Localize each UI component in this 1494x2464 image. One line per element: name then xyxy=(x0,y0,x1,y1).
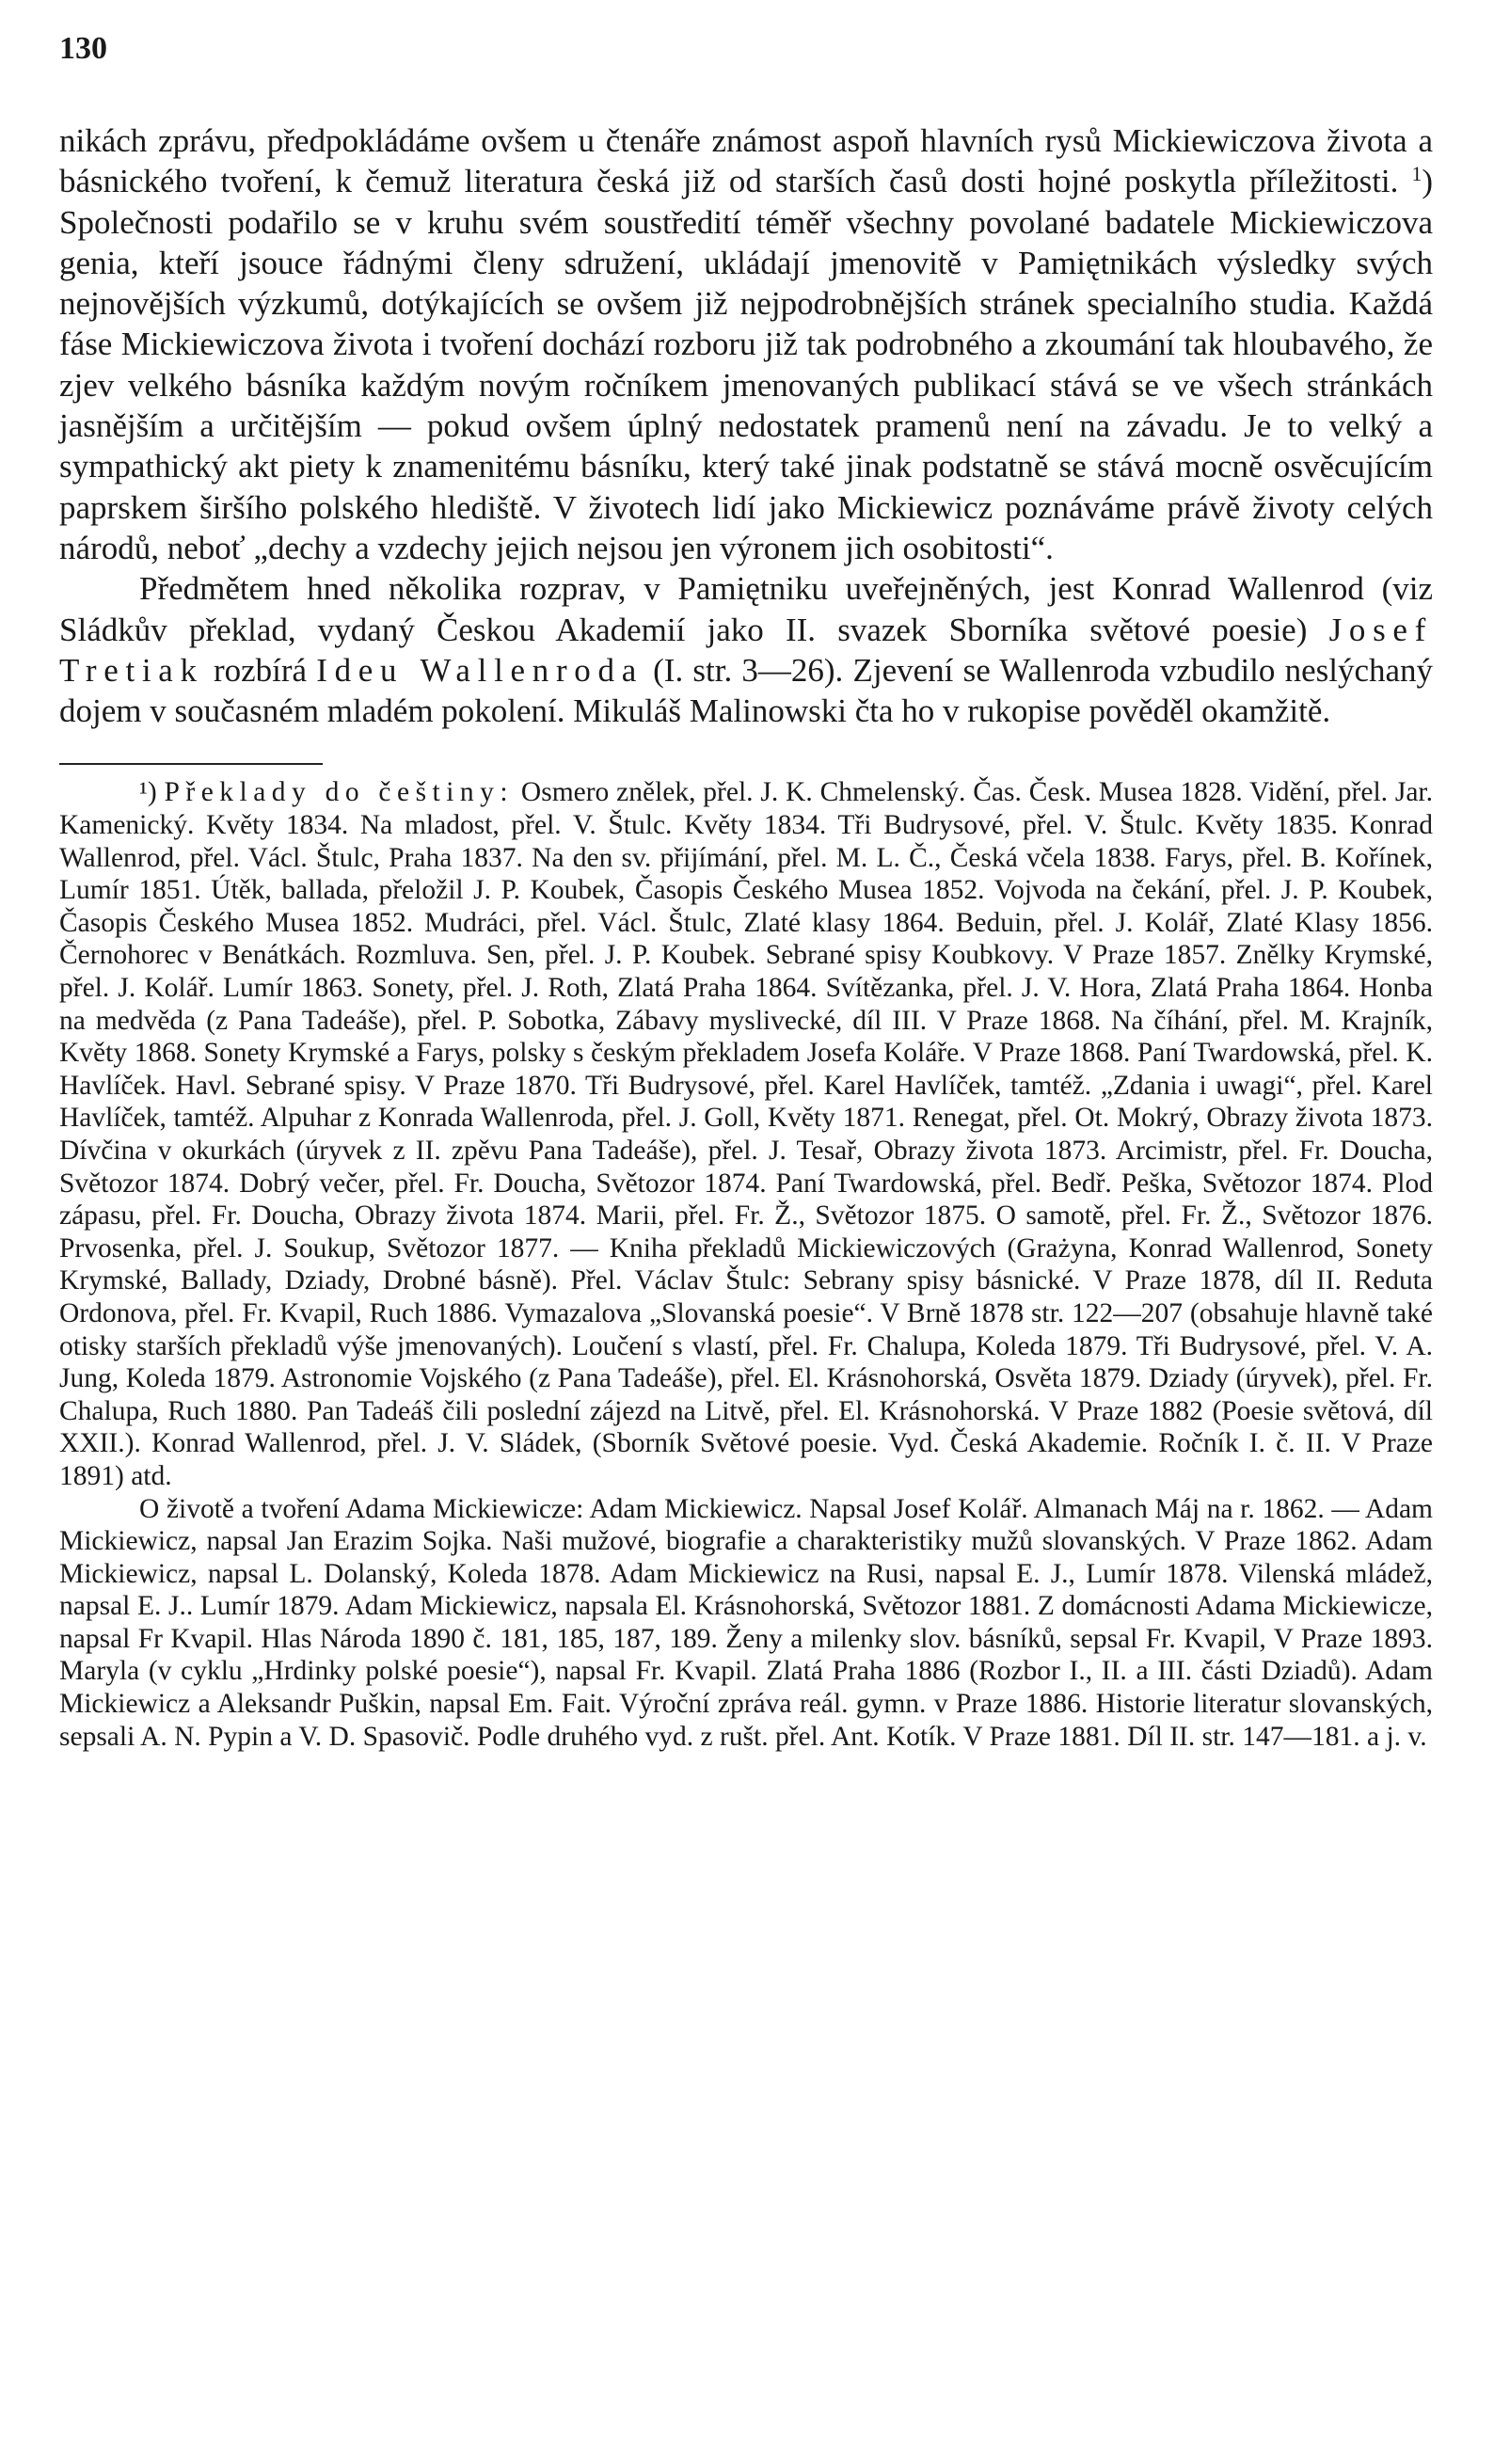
page-number: 130 xyxy=(59,31,107,66)
footnote-1-text: Osmero znělek, přel. J. K. Chmelenský. Čas. Česk. Musea 1828. Vidění, přel. Jar. Kamenický. Květy 1834. Na mladost, přel. V. Štulc. Květy 1834. Tři Budrysové, přel. V. Štulc. Květy 1835. Konrad Wallenrod, přel. Václ. Štulc, Praha 1837. Na den sv. přijímání, přel. M. L. Č., Česká včela 1838. Farys, přel. B. Kořínek, Lumír 1851. Útěk, ballada, přeložil J. P. Koubek, Časopis Českého Musea 1852. Vojvoda na čekání, přel. J. P. Koubek, Časopis Českého Musea 1852. Mudráci, přel. Václ. Štulc, Zlaté klasy 1864. Beduin, přel. J. Kolář, Zlaté Klasy 1856. Černohorec v Benátkách. Rozmluva. Sen, přel. J. P. Koubek. Sebrané spisy Koubkovy. V Praze 1857. Znělky Krymské, přel. J. Kolář. Lumír 1863. Sonety, přel. J. Roth, Zlatá Praha 1864. Svítězanka, přel. J. V. Hora, Zlatá Praha 1864. Honba na medvěda (z Pana Tadeáše), přel. P. Sobotka, Zábavy myslivecké, díl III. V Praze 1868. Na číhání, přel. M. Krajník, Květy 1868. Sonety Krymské a Farys, polsky s českým překladem Josefa Koláře. V Praze 1868. Paní Twardowská, přel. K. Havlíček. Havl. Sebrané spisy. V Praze 1870. Tři Budrysové, přel. Karel Havlíček, tamtéž. „Zdania i uwagi“, přel. Karel Havlíček, tamtéž. Alpuhar z Konrada Wallenroda, přel. J. Goll, Květy 1871. Renegat, přel. Ot. Mokrý, Obrazy života 1873. Dívčina v okurkách (úryvek z II. zpěvu Pana Tadeáše), přel. J. Tesař, Obrazy života 1873. Arcimistr, přel. Fr. Doucha, Světozor 1874. Dobrý večer, přel. Fr. Doucha, Světozor 1874. Paní Twardowská, přel. Bedř. Peška, Světozor 1874. Plod zápasu, přel. Fr. Doucha, Obrazy života 1874. Marii, přel. Fr. Ž., Světozor 1875. O samotě, přel. Fr. Ž., Světozor 1876. Prvosenka, přel. J. Soukup, Světozor 1877. — Kniha překladů Mickiewiczových (Grażyna, Konrad Wallenrod, Sonety Krymské, Ballady, Dziady, Drobné básně). Přel. Václav Štulc: Sebrany spisy básnické. V Praze 1878, díl II. Reduta Ordonova, přel. Fr. Kvapil, Ruch 1886. Vymazalova „Slovanská poesie“. V Brně 1878 str. 122—207 (obsahuje hlavně také otisky starších překladů výše jmenovaných). Loučení s vlastí, přel. Fr. Chalupa, Koleda 1879. Tři Budrysové, přel. V. A. Jung, Koleda 1879. Astronomie Vojského (z Pana Tadeáše), přel. El. Krásnohorská, Osvěta 1879. Dziady (úryvek), přel. Fr. Chalupa, Ruch 1880. Pan Tadeáš čili poslední zájezd na Litvě, přel. El. Krásnohorská. V Praze 1882 (Poesie světová, díl XXII.). Konrad Wallenrod, přel. J. V. Sládek, (Sborník Světové poesie. Vyd. Česká Akademie. Ročník I. č. II. V Praze 1891) atd. xyxy=(59,777,1433,1491)
paragraph-2-verb: rozbírá xyxy=(213,651,308,689)
footnote-1 xyxy=(59,776,1433,1492)
footnote-2-text: O životě a tvoření Adama Mickiewicze: Adam Mickiewicz. Napsal Josef Kolář. Almanach Máj na r. 1862. — Adam Mickiewicz, napsal Jan Erazim Sojka. Naši mužové, biografie a charakteristiky mužů slovanských. V Praze 1862. Adam Mickiewicz, napsal L. Dolanský, Koleda 1878. Adam Mickiewicz na Rusi, napsal E. J., Lumír 1878. Vilenská mládež, napsal E. J.. Lumír 1879. Adam Mickiewicz, napsala El. Krásnohorská, Světozor 1881. Z domácnosti Adama Mickiewicze, napsal Fr Kvapil. Hlas Národa 1890 č. 181, 185, 187, 189. Ženy a milenky slov. básníků, sepsal Fr. Kvapil, V Praze 1893. Maryla (v cyklu „Hrdinky polské poesie“), napsal Fr. Kvapil. Zlatá Praha 1886 (Rozbor I., II. a III. části Dziadů). Adam Mickiewicz a Aleksandr Puškin, napsal Em. Fait. Výroční zpráva reál. gymn. v Praze 1886. Historie literatur slovanských, sepsali A. N. Pypin a V. D. Spasovič. Podle druhého vyd. z rušt. přel. Ant. Kotík. V Praze 1881. Díl II. str. 147—181. a j. v. xyxy=(59,1493,1433,1752)
footnote-1-mark: ¹) xyxy=(139,777,157,808)
work-title: Ideu Wallenroda xyxy=(316,651,644,689)
page xyxy=(59,30,1433,1753)
paragraph-1-rest: ) Společnosti podařilo se v kruhu svém soustředití téměř všechny povolané badatele Mickiewiczova genia, kteří jsouce řádnými členy sdružení, ukládají jmenovitě v Pamiętnikách výsledky svých nejnovějších výzkumů, dotýkajících se ovšem již nejpodrobnějších stránek specialního studia. Každá fáse Mickiewiczova života i tvoření dochází rozboru již tak podrobného a zkoumání tak hloubavého, že zjev velkého básníka každým novým ročníkem jmenovaných publikací stává se ve všech stránkách jasnějším a určitějším — pokud ovšem úplný nedostatek pramenů není na závadu. Je to velký a sympathický akt piety k znamenitému básníku, který také jinak podstatně se stává mocně osvěcujícím paprskem širšího polského hlediště. V životech lidí jako Mickiewicz poznáváme právě životy celých národů, neboť „dechy a vzdechy jejich nejsou jen výronem jich osobitosti“. xyxy=(59,163,1434,566)
footnotes xyxy=(59,776,1433,1753)
paragraph-2 xyxy=(59,568,1433,731)
footnote-2 xyxy=(59,1493,1433,1754)
footnote-1-label: Překlady do češtiny: xyxy=(164,777,515,808)
paragraph-2-rest: (I. str. 3—26). Zjevení se Wallenroda vzbudilo neslýchaný dojem v současném mladém pokolení. Mikuláš Malinowski čta ho v rukopise pověděl okamžitě. xyxy=(59,651,1434,730)
footnote-divider xyxy=(59,763,323,765)
footnote-reference[interactable]: 1 xyxy=(1411,163,1422,186)
paragraph-1 xyxy=(59,120,1433,568)
paragraph-2-start: Předmětem hned několika rozprav, v Pamiętniku uveřejněných, jest Konrad Wallenrod (viz Sládkův překlad, vydaný Českou Akademií jako II. svazek Sborníka světové poesie) xyxy=(59,570,1433,648)
main-text xyxy=(59,120,1433,731)
paragraph-1-start: nikách zprávu, předpokládáme ovšem u čtenáře známost aspoň hlavních rysů Mickiewiczova života a básnického tvoření, k čemuž literatura česká již od starších časů dosti hojné poskytla příležitosti. xyxy=(59,122,1433,200)
author-name: Josef Tretiak xyxy=(59,611,1434,689)
